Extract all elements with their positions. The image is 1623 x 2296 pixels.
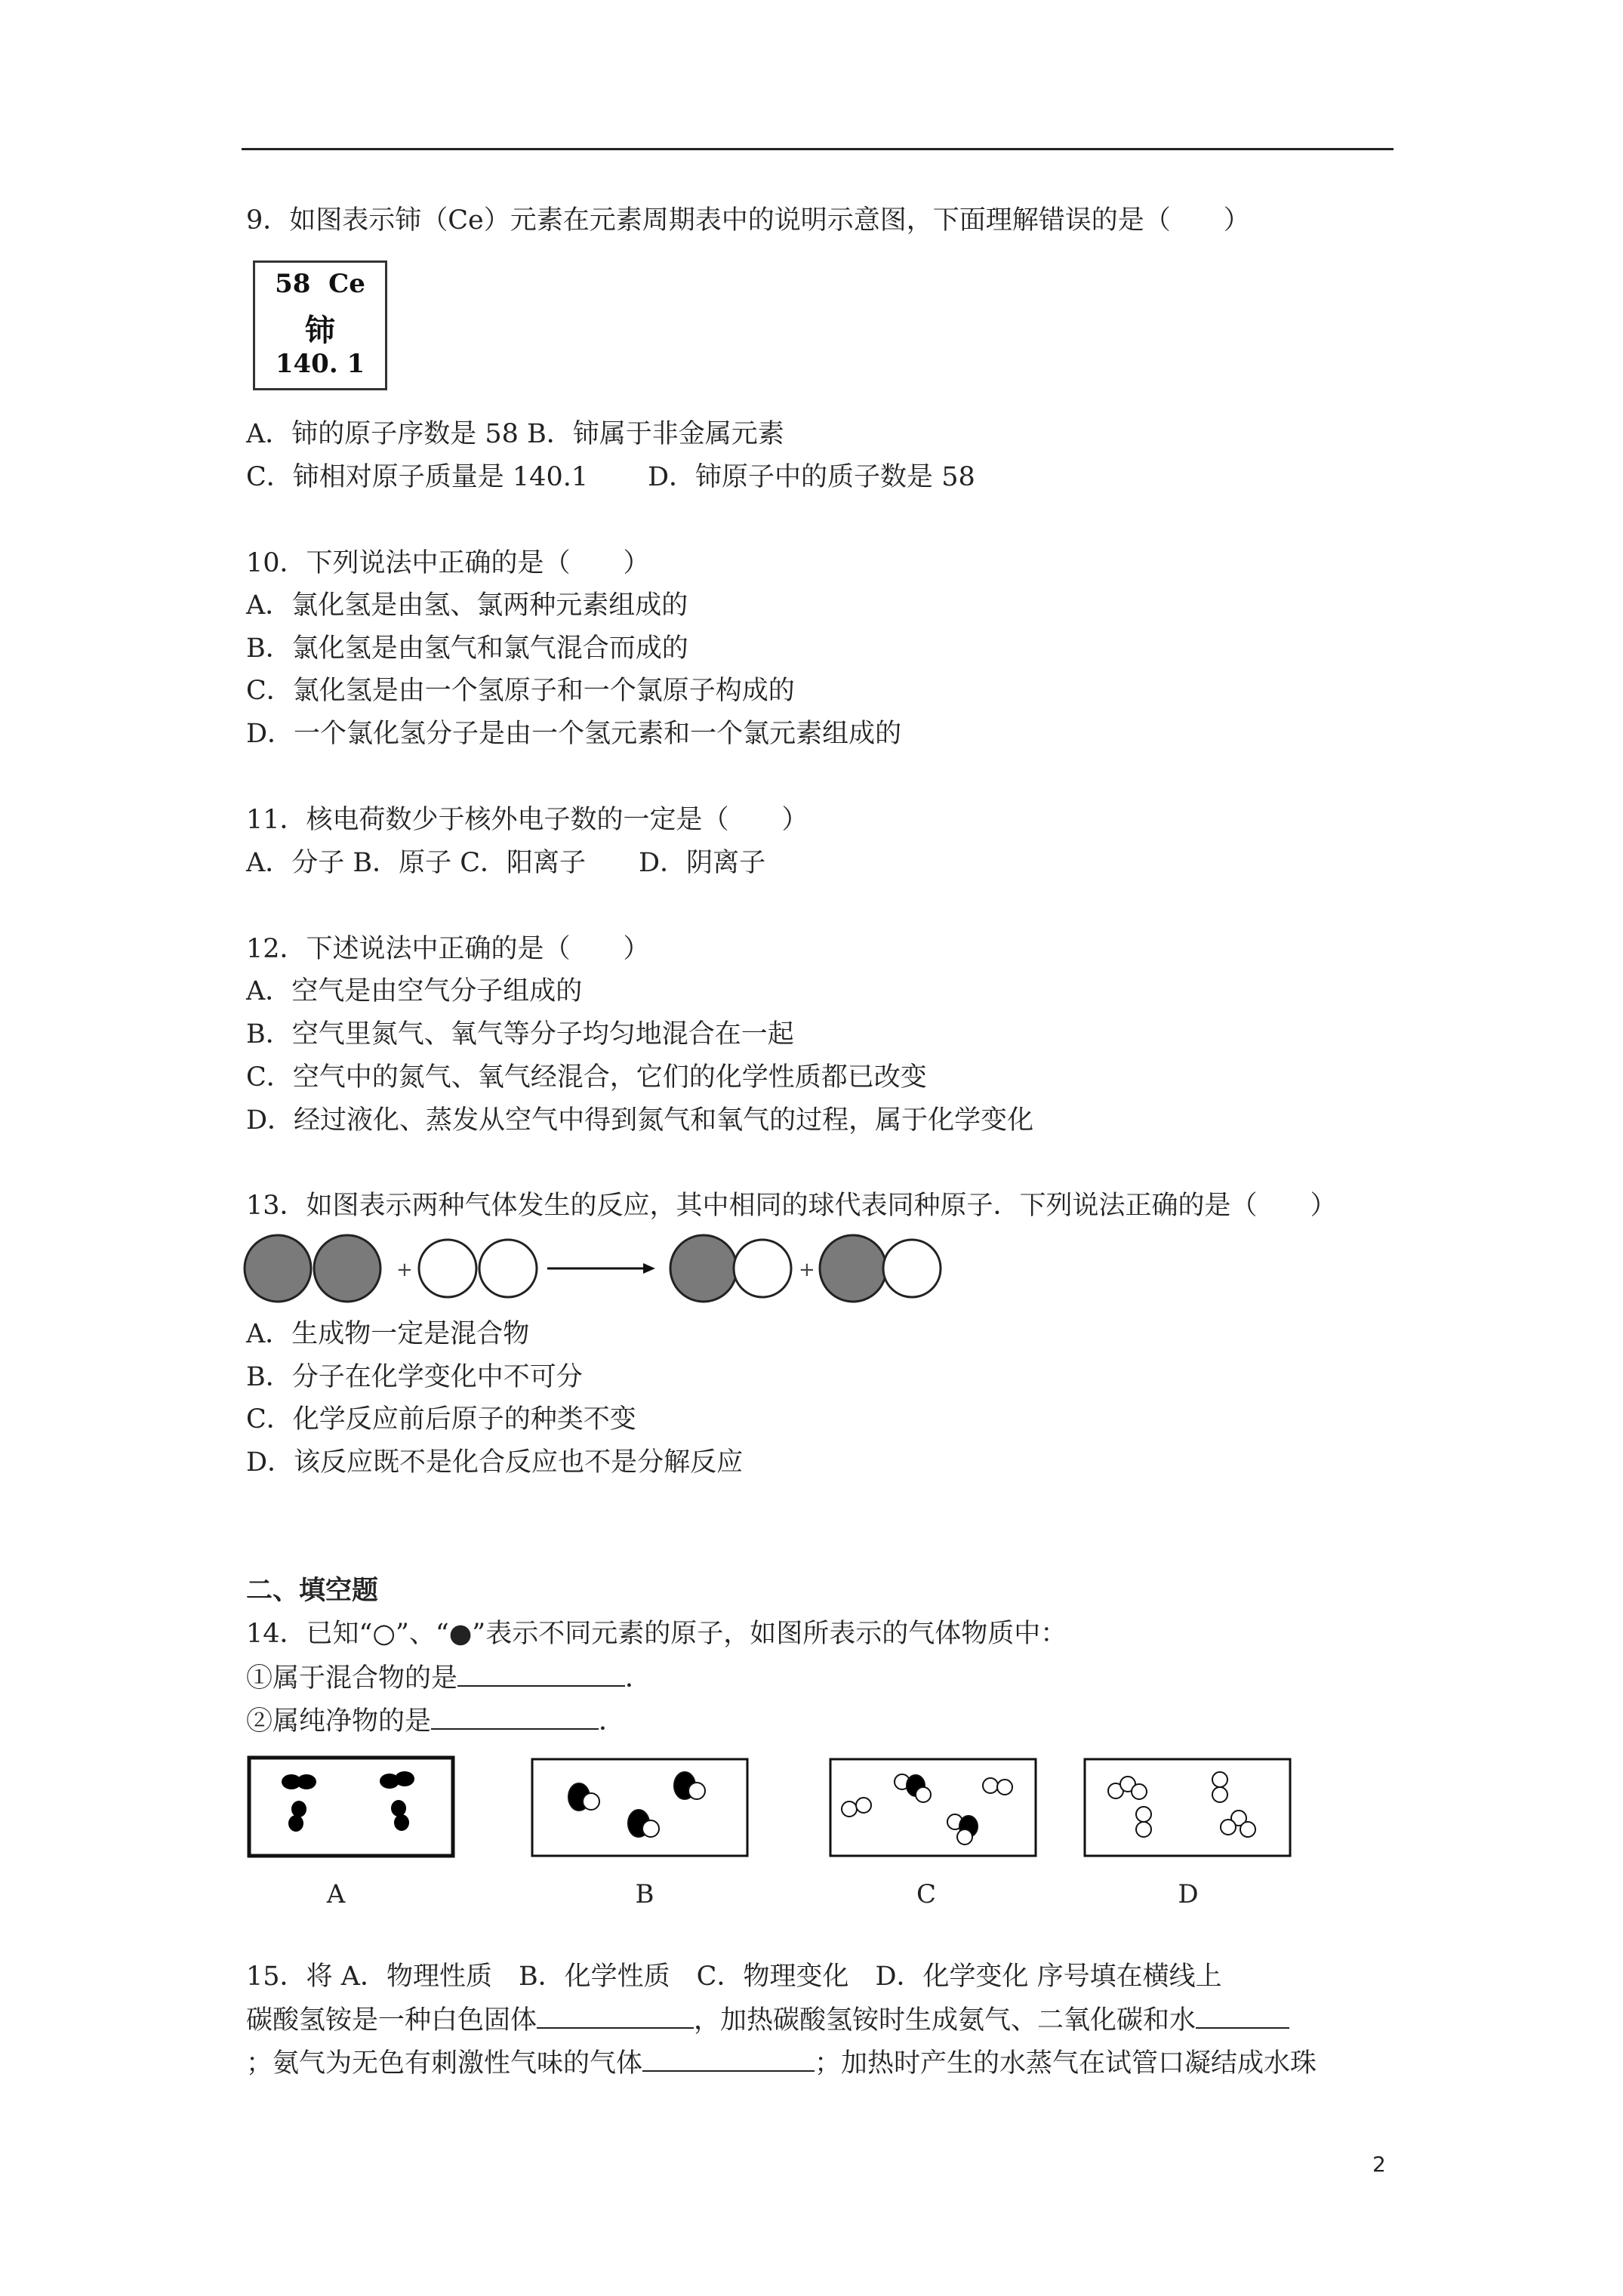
white-atom [856,1798,871,1813]
box-b [532,1759,747,1856]
reaction-arrowhead [643,1263,655,1274]
element-symbol: Ce [328,269,365,299]
product-light-atom [734,1240,791,1297]
white-atom [642,1820,659,1837]
q12-option-c: C．空气中的氮气、氧气经混合，它们的化学性质都已改变 [246,1062,927,1093]
box-d [1085,1759,1290,1856]
q9-option-c: C．铈相对原子质量是 140.1 [246,462,589,492]
q9-option-ab: A．铈的原子序数是 58 B．铈属于非金属元素 [246,419,784,449]
element-number-symbol [255,269,385,299]
reactant-light-atom [419,1240,476,1297]
white-atom [842,1801,857,1817]
q13-stem: 13．如图表示两种气体发生的反应，其中相同的球代表同种原子．下列说法正确的是（ ） [246,1191,1337,1221]
white-atom [688,1783,705,1799]
q14-line2-text: ②属纯净物的是 [246,1706,432,1737]
white-atom [583,1793,599,1810]
white-atom [957,1829,972,1845]
reactant-dark-atom [245,1235,311,1302]
q14-stem: 14．已知“○”、“●”表示不同元素的原子，如图所表示的气体物质中： [246,1619,1067,1649]
black-atom [395,1771,414,1786]
q9-stem: 9．如图表示铈（Ce）元素在元素周期表中的说明示意图，下面理解错误的是（ ） [246,205,1250,236]
q10-option-c: C．氯化氢是由一个氢原子和一个氯原子构成的 [246,676,795,706]
header-rule [242,148,1394,150]
white-atom [997,1780,1012,1795]
q15-line3 [246,2046,1317,2080]
box-a [249,1758,453,1856]
q14-line1 [246,1661,651,1695]
period: ． [625,1663,652,1693]
plus-sign: + [396,1259,413,1281]
q14-line1-text: ①属于混合物的是 [246,1663,458,1693]
element-mass: 140. 1 [275,349,365,379]
page-number: 2 [1372,2152,1386,2177]
q9-option-d: D．铈原子中的质子数是 58 [648,462,975,492]
black-atom [394,1814,409,1831]
q10-option-a: A．氯化氢是由氢、氯两种元素组成的 [246,590,688,621]
black-atom [288,1815,303,1832]
q13-option-b: B．分子在化学变化中不可分 [246,1362,583,1392]
white-atom [1132,1784,1147,1799]
white-atom [1221,1820,1236,1835]
q13-option-d: D．该反应既不是化合反应也不是分解反应 [246,1447,744,1478]
q12-option-b: B．空气里氮气、氧气等分子均匀地混合在一起 [246,1019,794,1049]
q12-stem: 12．下述说法中正确的是（ ） [246,934,650,964]
q11-options: A．分子 B．原子 C．阳离子 D．阴离子 [246,848,766,878]
product-dark-atom [670,1235,737,1302]
q11-stem: 11．核电荷数少于核外电子数的一定是（ ） [246,805,808,835]
white-atom [1136,1807,1151,1822]
answer-blank[interactable] [642,2046,815,2072]
box-label-b: B [635,1879,654,1909]
q10-stem: 10．下列说法中正确的是（ ） [246,548,650,578]
element-name: 铈 [305,313,335,348]
black-atom [291,1801,306,1817]
reactant-light-atom [479,1240,537,1297]
box-label-c: C [916,1879,937,1909]
box-label-d: D [1178,1879,1199,1909]
q10-option-d: D．一个氯化氢分子是由一个氢元素和一个氯元素组成的 [246,719,902,749]
answer-blank[interactable] [1196,2003,1289,2029]
section-title: 二、填空题 [246,1575,379,1606]
q13-option-c: C．化学反应前后原子的种类不变 [246,1404,636,1435]
black-atom [391,1800,406,1817]
q10-option-b: B．氯化氢是由氢气和氯气混合而成的 [246,633,688,664]
white-atom [983,1778,998,1793]
white-atom [916,1787,931,1802]
q12-option-a: A．空气是由空气分子组成的 [246,976,583,1006]
q15-line1: 15．将 A．物理性质 B．化学性质 C．物理变化 D．化学变化 序号填在横线上 [246,1962,1222,1992]
product-light-atom [883,1240,941,1297]
product-dark-atom [820,1235,886,1302]
q15-line2-mid: ，加热碳酸氢铵时生成氨气、二氧化碳和水 [694,2005,1196,2036]
q12-option-d: D．经过液化、蒸发从空气中得到氮气和氧气的过程，属于化学变化 [246,1105,1034,1136]
reactant-dark-atom [314,1235,380,1302]
element-number: 58 [275,269,311,299]
plus-sign: + [799,1259,815,1281]
answer-blank[interactable] [431,1704,599,1730]
reaction-diagram [242,1231,951,1306]
black-atom [297,1774,316,1789]
q15-line2 [246,2003,1289,2037]
white-atom [1212,1787,1227,1802]
period: ． [599,1706,626,1737]
q15-line2-start: 碳酸氢铵是一种白色固体 [246,2005,537,2036]
white-atom [1136,1822,1151,1837]
q13-option-a: A．生成物一定是混合物 [246,1319,530,1349]
answer-blank[interactable] [537,2003,694,2029]
white-atom [1240,1822,1255,1837]
molecule-boxes [242,1752,1298,1918]
answer-blank[interactable] [457,1661,625,1687]
element-card [253,260,387,390]
white-atom [1212,1772,1227,1787]
q15-line3-end: ；加热时产生的水蒸气在试管口凝结成水珠 [815,2048,1317,2079]
box-label-a: A [326,1879,346,1909]
q14-line2 [246,1704,625,1738]
q15-line3-start: ；氨气为无色有刺激性气味的气体 [246,2048,643,2079]
